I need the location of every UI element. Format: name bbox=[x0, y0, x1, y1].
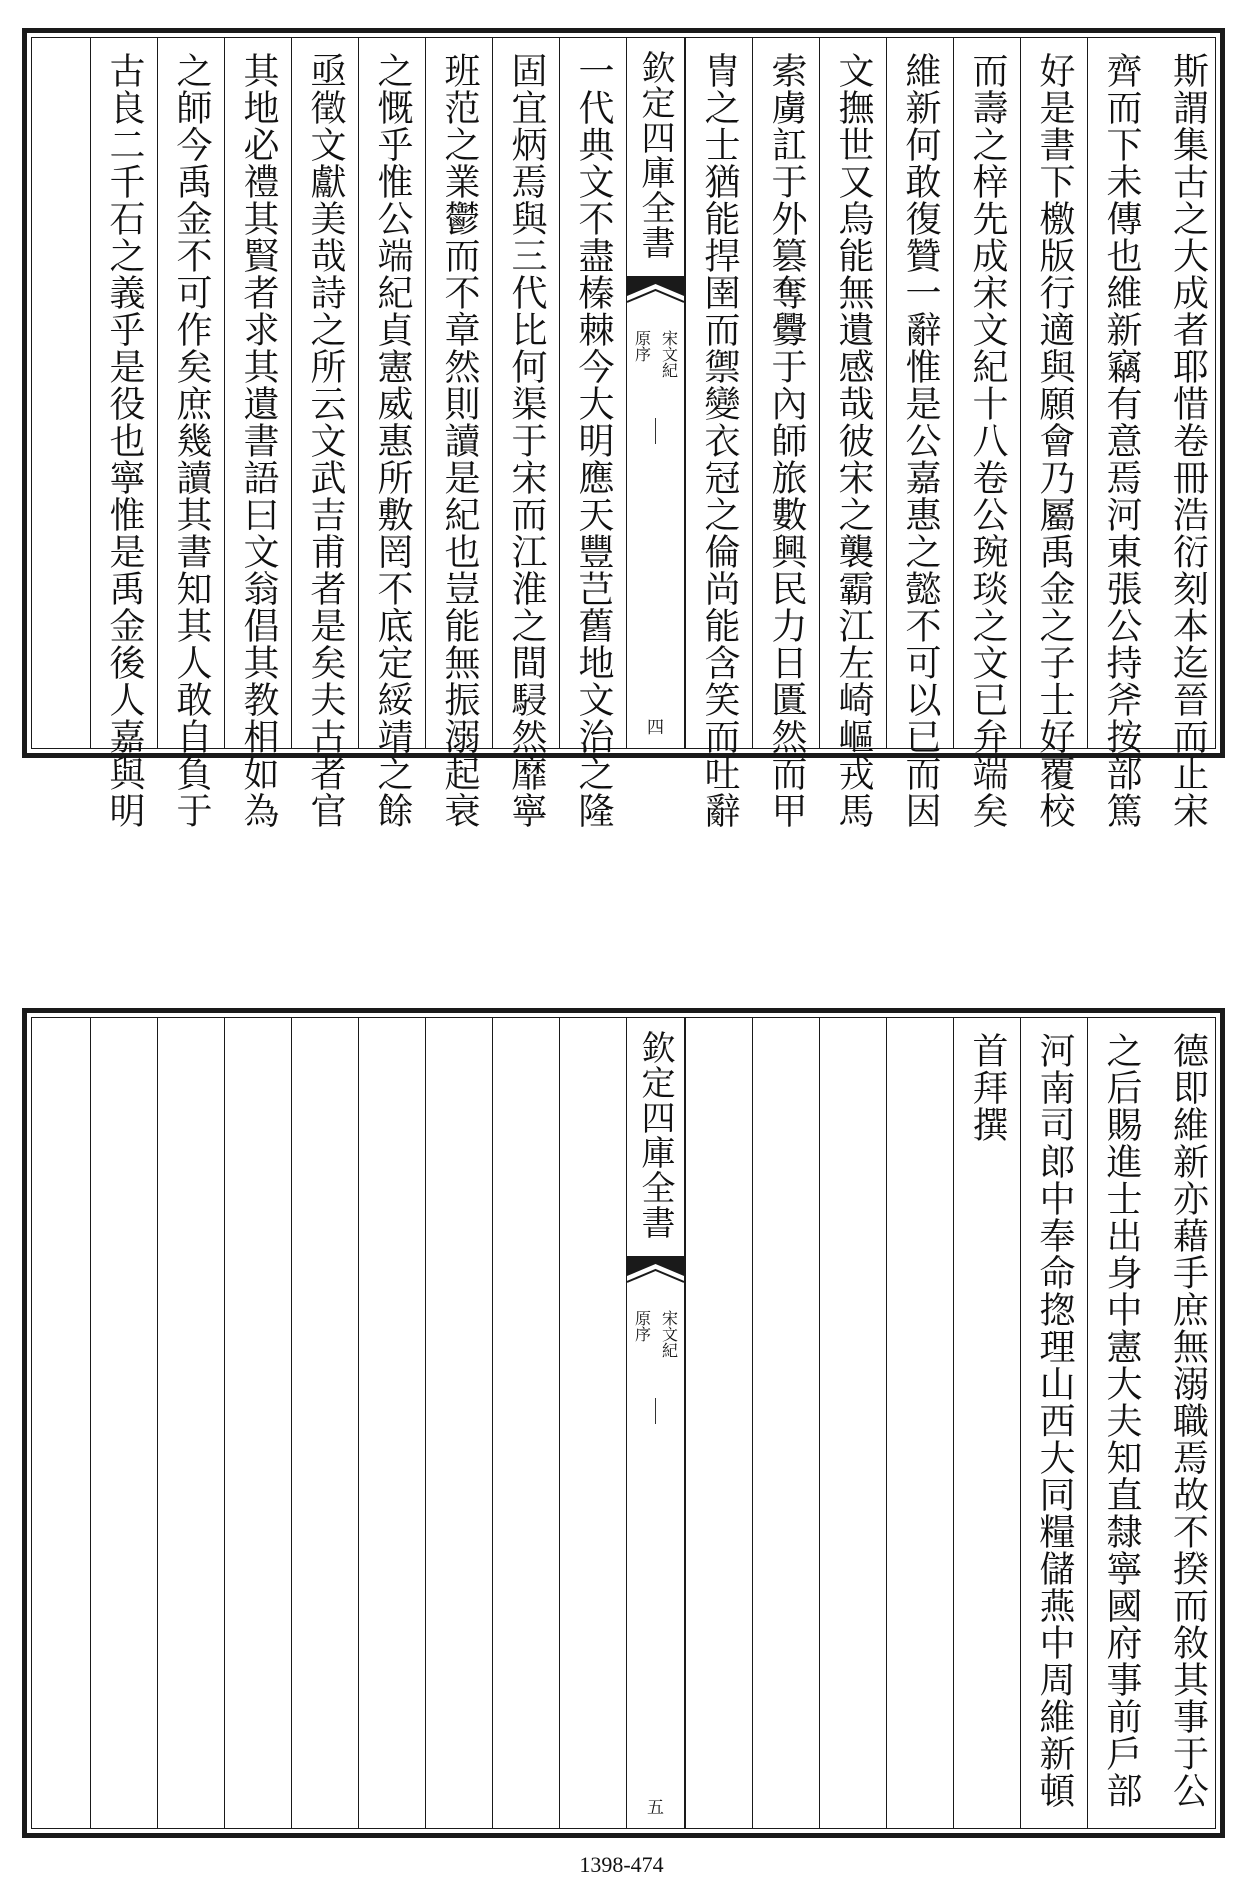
top-col-l2 bbox=[492, 38, 559, 829]
bottom-col-l3 bbox=[425, 1018, 492, 1828]
bottom-col-l6 bbox=[224, 1018, 291, 1828]
bottom-col-l1 bbox=[559, 1018, 626, 1828]
book-label bbox=[631, 1310, 681, 1358]
top-col-l6 bbox=[224, 38, 291, 829]
folio-number: 四 bbox=[647, 718, 664, 738]
top-center-column bbox=[626, 38, 685, 748]
top-page-frame bbox=[31, 37, 1216, 829]
section-name: 原序 bbox=[632, 330, 652, 362]
bottom-col-r5 bbox=[886, 1018, 953, 1828]
bottom-col-r7 bbox=[752, 1018, 819, 1828]
text-column: 首拜撰 bbox=[967, 1032, 1008, 1143]
book-title: 宋文紀 bbox=[659, 330, 679, 378]
fish-tail-ornament bbox=[627, 276, 684, 322]
top-col-r4 bbox=[953, 38, 1020, 829]
top-page bbox=[22, 28, 1225, 829]
text-column: 好是書下檄版行適與願會乃屬禹金之子士好覆校 bbox=[1034, 52, 1075, 829]
text-column: 古良二千石之義乎是役也寧惟是禹金後人嘉與明 bbox=[104, 52, 145, 829]
bottom-col-r3 bbox=[1020, 1018, 1087, 1828]
bottom-center-column bbox=[626, 1018, 685, 1828]
text-column: 班范之業鬱而不章然則讀是紀也豈能無振溺起衰 bbox=[439, 52, 480, 829]
text-column: 固宜炳焉與三代比何渠于宋而江淮之間駸然靡寧 bbox=[506, 52, 547, 829]
bottom-page bbox=[22, 1008, 1225, 1838]
divider-mark bbox=[655, 1398, 657, 1424]
collection-title: 欽定四庫全書 bbox=[635, 1030, 675, 1240]
text-column: 文撫世又烏能無遺感哉彼宋之襲霸江左崎嶇戎馬 bbox=[833, 52, 874, 829]
bottom-col-r4 bbox=[953, 1018, 1020, 1828]
text-column: 齊而下未傳也維新竊有意焉河東張公持斧按部篤 bbox=[1101, 52, 1142, 829]
text-column: 之師今禹金不可作矣庶幾讀其書知其人敢自負于 bbox=[171, 52, 212, 829]
section-name: 原序 bbox=[632, 1310, 652, 1342]
bottom-col-l8 bbox=[90, 1018, 157, 1828]
top-col-l4 bbox=[358, 38, 425, 829]
bottom-col-r2 bbox=[1087, 1018, 1154, 1828]
top-col-l8 bbox=[90, 38, 157, 829]
text-column: 德即維新亦藉手庶無溺職焉故不揆而敘其事于公 bbox=[1167, 1032, 1209, 1809]
top-col-r2 bbox=[1087, 38, 1154, 829]
text-column: 之后賜進士出身中憲大夫知直隸寧國府事前戶部 bbox=[1101, 1032, 1142, 1809]
text-column: 而壽之梓先成宋文紀十八卷公琬琰之文已弁端矣 bbox=[967, 52, 1008, 829]
text-column: 冑之士猶能捍圉而禦變衣冠之倫尚能含笑而吐辭 bbox=[699, 52, 740, 829]
book-title: 宋文紀 bbox=[659, 1310, 679, 1358]
top-col-r3 bbox=[1020, 38, 1087, 829]
bottom-col-r8 bbox=[685, 1018, 752, 1828]
fish-tail-ornament bbox=[627, 1256, 684, 1302]
top-col-l1 bbox=[559, 38, 626, 829]
top-col-r7 bbox=[752, 38, 819, 829]
top-col-r5 bbox=[886, 38, 953, 829]
bottom-col-l4 bbox=[358, 1018, 425, 1828]
text-column: 之慨乎惟公端紀貞憲威惠所敷罔不底定綏靖之餘 bbox=[372, 52, 413, 829]
text-column: 河南司郎中奉命揔理山西大同糧儲燕中周維新頓 bbox=[1034, 1032, 1075, 1809]
text-column: 索虜訌于外篡奪釁于內師旅數興民力日匱然而甲 bbox=[766, 52, 807, 829]
text-column: 維新何敢復贊一辭惟是公嘉惠之懿不可以已而因 bbox=[900, 52, 941, 829]
book-label bbox=[631, 330, 681, 378]
folio-number: 五 bbox=[647, 1798, 664, 1818]
bottom-col-r1 bbox=[1154, 1018, 1221, 1828]
bottom-col-l5 bbox=[291, 1018, 358, 1828]
top-col-l5 bbox=[291, 38, 358, 829]
top-col-l3 bbox=[425, 38, 492, 829]
text-column: 亟徵文獻美哉詩之所云文武吉甫者是矣夫古者官 bbox=[305, 52, 346, 829]
divider-mark bbox=[655, 418, 657, 444]
bottom-col-r6 bbox=[819, 1018, 886, 1828]
bottom-col-l7 bbox=[157, 1018, 224, 1828]
text-column: 一代典文不盡榛棘今大明應天豐芑舊地文治之隆 bbox=[573, 52, 614, 829]
top-col-r8 bbox=[685, 38, 752, 829]
top-col-r6 bbox=[819, 38, 886, 829]
bottom-page-frame bbox=[31, 1017, 1216, 1829]
text-column: 斯謂集古之大成者耶惜卷冊浩衍刻本迄晉而止宋 bbox=[1167, 52, 1209, 829]
top-col-l7 bbox=[157, 38, 224, 829]
top-col-r1 bbox=[1154, 38, 1221, 829]
page-code: 1398-474 bbox=[579, 1852, 664, 1877]
collection-title: 欽定四庫全書 bbox=[635, 50, 675, 260]
bottom-col-l2 bbox=[492, 1018, 559, 1828]
text-column: 其地必禮其賢者求其遺書語曰文翁倡其教相如為 bbox=[238, 52, 279, 829]
